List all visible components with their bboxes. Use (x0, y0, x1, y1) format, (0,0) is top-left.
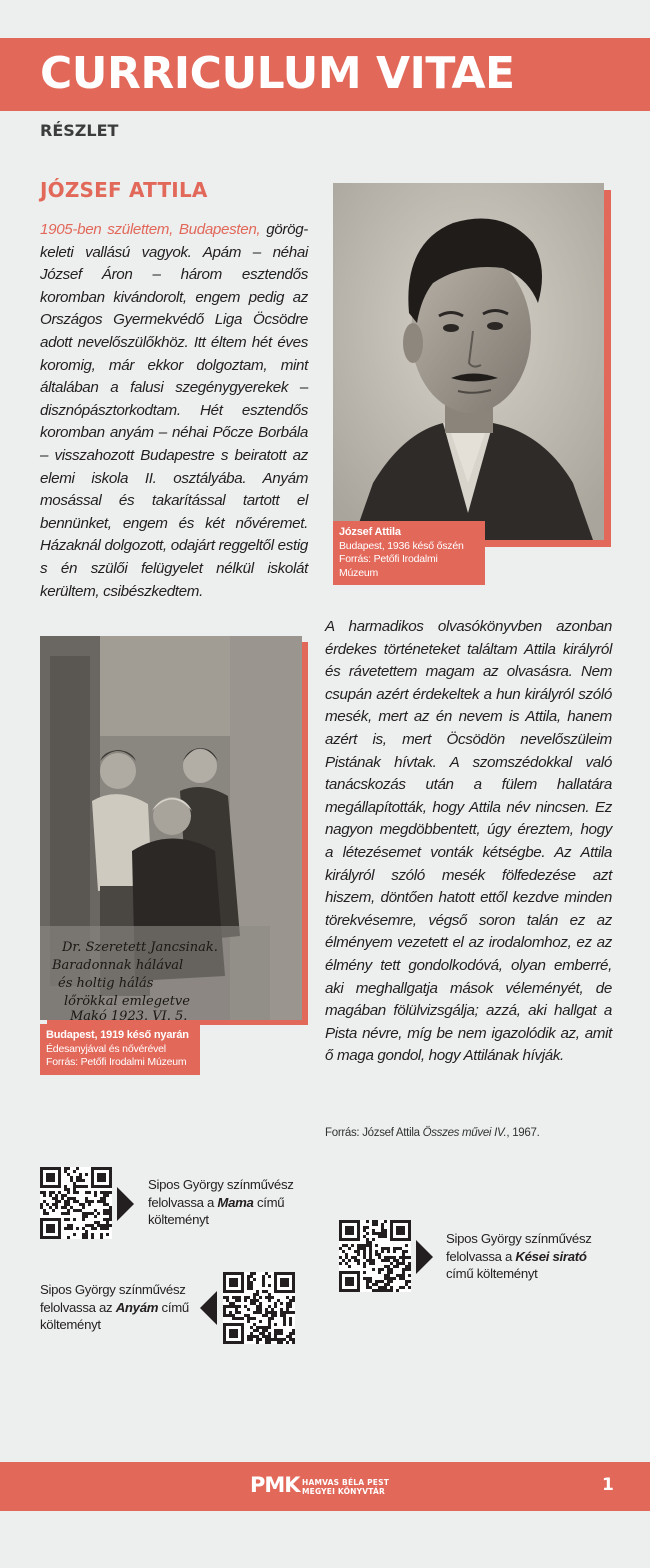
source-prefix: Forrás: József Attila (325, 1127, 423, 1139)
qr-mama-line2-prefix: felolvassa a (148, 1194, 218, 1210)
text-source (325, 1127, 539, 1139)
title-banner (0, 38, 650, 111)
source-work: Összes művei IV. (422, 1127, 507, 1139)
portrait-caption-title: József Attila (339, 526, 401, 538)
family-photo (40, 636, 302, 1020)
library-name-line2: MEGYEI KÖNYVTÁR (302, 1487, 386, 1496)
qr-anyam-line2-prefix: felolvassa az (40, 1299, 116, 1315)
qr-kesei-line1: Sipos György színművész (446, 1231, 592, 1246)
biography-text-1 (40, 219, 308, 603)
portrait-photo (333, 183, 604, 540)
library-name (302, 1478, 389, 1496)
qr-anyam-line3: költeményt (40, 1317, 101, 1332)
qr-caption-anyam (40, 1281, 210, 1334)
source-suffix: , 1967. (506, 1127, 540, 1139)
handwriting-line-1: Dr. Szeretett Jancsinak. (62, 940, 218, 955)
qr-anyam-line1: Sipos György színművész (40, 1282, 186, 1297)
handwriting-line-2: Baradonnak hálával (52, 958, 184, 973)
portrait-caption-source: Forrás: Petőfi Irodalmi Múzeum (339, 553, 438, 579)
page-title: CURRICULUM VITAE (40, 48, 515, 99)
qr-caption-kesei-sirato (446, 1230, 606, 1283)
qr-code-kesei-sirato[interactable] (339, 1220, 411, 1292)
qr-code-icon (223, 1272, 295, 1344)
author-name: JÓZSEF ATTILA (40, 178, 208, 202)
qr-code-anyam[interactable] (223, 1272, 295, 1344)
family-illustration (40, 636, 302, 1020)
portrait-caption (333, 521, 485, 585)
qr-anyam-title: Anyám (115, 1299, 159, 1315)
qr-code-icon (339, 1220, 411, 1292)
footer-bar (0, 1462, 650, 1511)
family-caption (40, 1024, 200, 1075)
portrait-caption-date: Budapest, 1936 késő őszén (339, 539, 464, 552)
qr-kesei-line3: című költeményt (446, 1266, 538, 1281)
qr-code-icon (40, 1167, 112, 1239)
handwriting-line-3: és holtig hálás (58, 976, 154, 991)
page-subtitle: RÉSZLET (40, 121, 119, 140)
biography-lead: 1905-ben születtem, Budapesten, (40, 221, 261, 238)
qr-caption-mama (148, 1176, 308, 1229)
qr-kesei-line2-prefix: felolvassa a (446, 1248, 516, 1264)
qr-mama-title: Mama (217, 1194, 254, 1210)
biography-body: görög-keleti vallású vagyok. Apám – néhai József Áron – három esztendős koromban kivándorolt, engem pedig az Országos Gyermekvédő Liga Öcsödre adott nevelőszülőkhöz. Itt éltem hét éves koromig, már ekkor dolgoztam, mint általában a falusi szegénygyerekek – disznópásztorkodtam. Hét esztendős koromban anyám – néhai Pőcze Borbála – visszahozott Budapestre s beiratott az elemi iskola II. osztályába. Anyám mosással és takarítással tartott el bennünket, engem és két nővéremet. Házaknál dolgozott, odajárt reggeltől estig s én szülői felügyelet nélkül iskolát kerültem, csibészkedtem. (40, 221, 308, 600)
qr-anyam-line2-suffix: című (158, 1299, 189, 1315)
qr-mama-line1: Sipos György színművész (148, 1177, 294, 1192)
portrait-illustration (333, 183, 604, 540)
arrow-right-icon (416, 1240, 433, 1274)
family-caption-title: Budapest, 1919 késő nyarán (46, 1029, 189, 1041)
qr-mama-line3: költeményt (148, 1212, 209, 1227)
biography-text-2: A harmadikos olvasókönyvben azonban érdekes történeteket találtam Attila királyról és rávetettem magam az olvasásra. Nem csupán azért érdekeltek a hun királyról szóló mesék, mert az én nevem is Attila, hanem azért is, mert Öcsödön nevelőszüleim Pistának hívtak. A szomszédokkal való tanácskozás után a fülem hallatára megállapították, hogy Attila név nincsen. Ez nagyon megdöbbentett, úgy éreztem, hogy a létezésemet vonták kétségbe. Az Attila királyról szóló mesék fölfedezése azt hiszem, döntően hatott ettől kezdve minden törekvésemre, végső soron talán ez az élményem vezetett el az irodalomhoz, ez az élmény tett gondolkodóvá, olyan emberré, aki meghallgatja mások véleményét, de magában fölülvizsgálja; azzá, aki hallgat a Pista névre, míg be nem igazolódik az, amit ő maga gondol, hogy Attilának hívják. (325, 618, 612, 1065)
arrow-right-icon (117, 1187, 134, 1221)
handwriting-line-5: Makó 1923. VI. 5. (70, 1009, 188, 1020)
qr-kesei-title: Kései sirató (515, 1248, 587, 1264)
qr-mama-line2-suffix: című (253, 1194, 285, 1210)
library-logo: PMK (250, 1473, 300, 1497)
arrow-left-icon (200, 1291, 217, 1325)
handwriting-line-4: lőrökkal emlegetve (64, 994, 190, 1009)
family-caption-desc: Édesanyjával és nővérével (46, 1042, 166, 1055)
library-name-line1: HAMVAS BÉLA PEST (302, 1478, 390, 1487)
page-number: 1 (602, 1475, 614, 1495)
qr-code-mama[interactable] (40, 1167, 112, 1239)
family-caption-source: Forrás: Petőfi Irodalmi Múzeum (46, 1056, 187, 1068)
